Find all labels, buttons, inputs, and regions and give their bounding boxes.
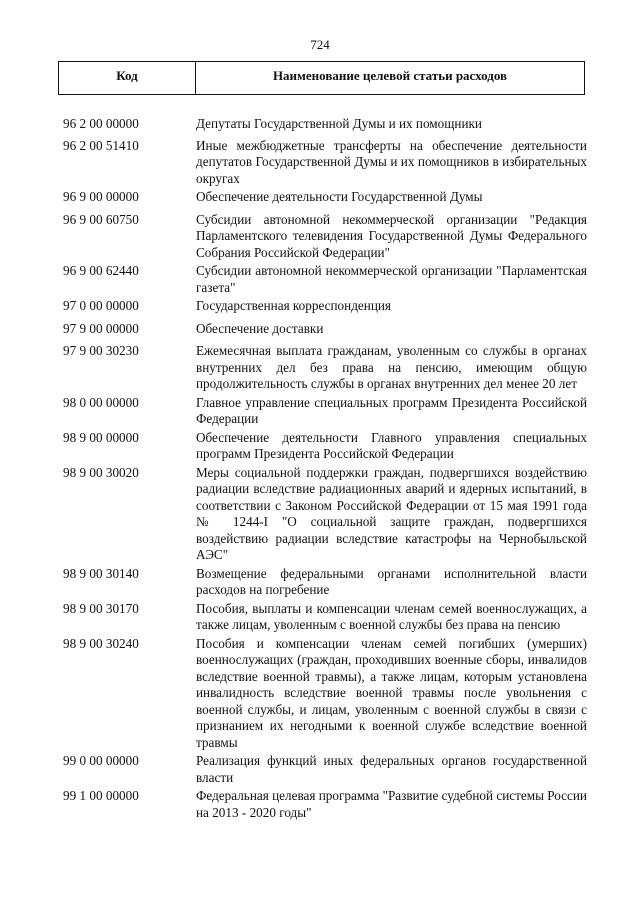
table-row [63, 636, 587, 752]
row-code: 97 9 00 00000 [63, 320, 139, 336]
row-code: 96 9 00 62440 [63, 263, 139, 278]
table-row [63, 753, 587, 786]
header-name: Наименование целевой статьи расходов [272, 68, 508, 83]
row-name: Главное управление специальных программ Президента Российской Федерации [196, 394, 587, 426]
row-name: Ежемесячная выплата гражданам, уволенным со службы в органах внутренних дел без права на пенсию, имеющим общую продолжительность службы в органах внутренних дел менее 20 лет [196, 343, 587, 391]
row-code: 96 9 00 60750 [63, 211, 139, 227]
row-name: Субсидии автономной некоммерческой организации "Редакция Парламентского телевидения Государственной Думы Федерального Собрания Российской Федерации" [196, 211, 587, 260]
table-row [63, 298, 587, 315]
row-name: Обеспечение деятельности Главного управления специальных программ Президента Российской Федерации [196, 429, 587, 461]
table-row [63, 116, 587, 133]
table-row [63, 212, 587, 262]
row-name: Меры социальной поддержки граждан, подвергшихся воздействию радиации вследствие радиационных аварий и ядерных испытаний, в соответствии с Законом Российской Федерации от 15 мая 1991 года № 1244-I "О социальной защите граждан, подвергшихся воздействию радиации вследствие катастрофы на Чернобыльской АЭС" [196, 464, 587, 562]
table-row [63, 321, 587, 338]
row-name: Обеспечение деятельности Государственной Думы [196, 189, 483, 204]
row-code: 98 9 00 30170 [63, 600, 139, 616]
table-header [58, 61, 585, 95]
page-number: 724 [310, 37, 330, 52]
table-body [63, 116, 587, 823]
row-code: 97 9 00 30230 [63, 343, 139, 358]
row-code: 97 0 00 00000 [63, 298, 139, 313]
row-code: 98 9 00 30140 [63, 565, 139, 581]
row-code: 99 1 00 00000 [63, 788, 139, 803]
row-name: Федеральная целевая программа "Развитие судебной системы России на 2013 - 2020 годы" [196, 788, 587, 820]
row-code: 98 0 00 00000 [63, 394, 139, 410]
row-name: Пособия и компенсации членам семей погибших (умерших) военнослужащих (граждан, проходивших военные сборы, инвалидов вследствие военной травмы), а также лицам, которым установлена инвалидность вследствие военной травмы после увольнения с военной службы, и лицам, уволенным с военной службы в связи с признанием их негодными к военной службе вследствие военной травмы [196, 635, 587, 750]
row-name: Возмещение федеральными органами исполнительной власти расходов на погребение [196, 565, 587, 597]
row-code: 98 9 00 00000 [63, 429, 139, 445]
header-code: Код [59, 62, 196, 94]
row-name: Депутаты Государственной Думы и их помощники [196, 116, 482, 131]
table-row [63, 601, 587, 634]
row-name: Субсидии автономной некоммерческой организации "Парламентская газета" [196, 263, 587, 295]
row-name: Государственная корреспонденция [196, 298, 391, 313]
row-code: 96 2 00 51410 [63, 137, 139, 153]
table-row [63, 263, 587, 296]
row-name: Пособия, выплаты и компенсации членам семей военнослужащих, а также лицам, уволенным с военной службы без права на пенсию [196, 600, 587, 632]
row-code: 99 0 00 00000 [63, 753, 139, 768]
row-code: 96 9 00 00000 [63, 189, 139, 204]
row-code: 98 9 00 30240 [63, 635, 139, 651]
table-row [63, 138, 587, 188]
row-code: 96 2 00 00000 [63, 116, 139, 131]
table-row [63, 189, 587, 206]
table-row [63, 395, 587, 428]
table-row [63, 788, 587, 821]
row-code: 98 9 00 30020 [63, 464, 139, 480]
table-row [63, 430, 587, 463]
table-row [63, 343, 587, 393]
row-name: Иные межбюджетные трансферты на обеспечение деятельности депутатов Государственной Думы и их помощников в избирательных округах [196, 137, 587, 186]
row-name: Реализация функций иных федеральных органов государственной власти [196, 753, 587, 785]
row-name: Обеспечение доставки [196, 320, 324, 336]
table-row [63, 465, 587, 564]
table-row [63, 566, 587, 599]
